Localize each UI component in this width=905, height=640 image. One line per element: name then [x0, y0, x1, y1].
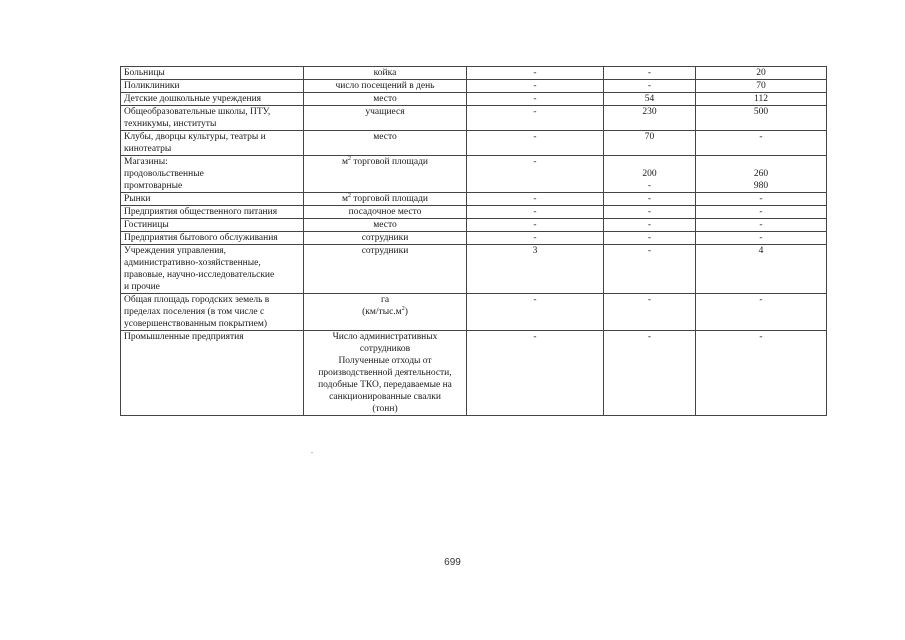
unit-superscript: 2 — [348, 155, 352, 162]
unit-prefix: м — [342, 194, 349, 204]
unit-cell: учащиеся — [304, 106, 467, 131]
table-row — [121, 245, 827, 294]
value-col2: - — [604, 219, 696, 232]
value-col3: - — [696, 219, 827, 232]
facility-name: Детские дошкольные учреждения — [121, 93, 304, 106]
value-col2: 200 - — [604, 156, 696, 193]
value-col3: - — [696, 331, 827, 416]
unit-prefix: (км/тыс.м — [362, 307, 402, 317]
value-col3: - — [696, 232, 827, 245]
unit-cell: место — [304, 93, 467, 106]
value-col1: - — [467, 106, 604, 131]
facility-name: Клубы, дворцы культуры, театры и кинотеатры — [121, 131, 304, 156]
value-col1: - — [467, 67, 604, 80]
value-col2: - — [604, 331, 696, 416]
value-col3: - — [696, 193, 827, 206]
unit-suffix: торговой площади — [351, 157, 428, 167]
facility-name: Предприятия общественного питания — [121, 206, 304, 219]
table-row — [121, 219, 827, 232]
infrastructure-table — [120, 66, 827, 416]
unit-prefix: м — [342, 157, 349, 167]
facility-name: Больницы — [121, 67, 304, 80]
value-col3: 260 980 — [696, 156, 827, 193]
value-col1: - — [467, 93, 604, 106]
unit-suffix: торговой площади — [351, 194, 428, 204]
value-col2: - — [604, 206, 696, 219]
value-col3: 20 — [696, 67, 827, 80]
facility-name: Рынки — [121, 193, 304, 206]
facility-name: Поликлиники — [121, 80, 304, 93]
scan-speck — [311, 452, 313, 453]
value-col3: - — [696, 206, 827, 219]
value-col2: 70 — [604, 131, 696, 156]
table-row — [121, 331, 827, 416]
facility-name: Учреждения управления, административно-хозяйственные, правовые, научно-исследовательские и прочие — [121, 245, 304, 294]
table-row — [121, 131, 827, 156]
unit-line2 — [307, 306, 463, 318]
unit-cell: посадочное место — [304, 206, 467, 219]
value-col2: - — [604, 245, 696, 294]
value-col1: - — [467, 193, 604, 206]
unit-cell: койка — [304, 67, 467, 80]
value-col2: - — [604, 67, 696, 80]
facility-name: Общая площадь городских земель в пределах поселения (в том числе с усовершенствованным покрытием) — [121, 294, 304, 331]
unit-line1: га — [380, 295, 390, 305]
unit-cell: число посещений в день — [304, 80, 467, 93]
table-row — [121, 193, 827, 206]
table-row — [121, 206, 827, 219]
value-col3: 70 — [696, 80, 827, 93]
unit-cell: сотрудники — [304, 232, 467, 245]
value-col2: - — [604, 294, 696, 331]
value-col3: 500 — [696, 106, 827, 131]
table-row — [121, 67, 827, 80]
unit-superscript: 2 — [348, 192, 352, 199]
value-col2: - — [604, 80, 696, 93]
value-col1: - — [467, 131, 604, 156]
value-col3: - — [696, 294, 827, 331]
table-row — [121, 106, 827, 131]
unit-cell: место — [304, 219, 467, 232]
value-col1: 3 — [467, 245, 604, 294]
page-number: 699 — [444, 557, 461, 568]
unit-suffix: ) — [404, 307, 408, 317]
value-col3: 4 — [696, 245, 827, 294]
value-col2: - — [604, 232, 696, 245]
table-row — [121, 93, 827, 106]
value-col3: 112 — [696, 93, 827, 106]
facility-name: Предприятия бытового обслуживания — [121, 232, 304, 245]
unit-cell: место — [304, 131, 467, 156]
value-col1: - — [467, 294, 604, 331]
table-row — [121, 156, 827, 193]
facility-name: Промышленные предприятия — [121, 331, 304, 416]
facility-name: Общеобразовательные школы, ПТУ, техникумы, институты — [121, 106, 304, 131]
value-col1: - — [467, 206, 604, 219]
value-col2: 54 — [604, 93, 696, 106]
table-row — [121, 80, 827, 93]
unit-cell — [304, 156, 467, 193]
value-col2: - — [604, 193, 696, 206]
value-col1: - — [467, 156, 604, 193]
value-col2: 230 — [604, 106, 696, 131]
facility-name: Гостиницы — [121, 219, 304, 232]
unit-superscript: 2 — [401, 305, 405, 312]
unit-cell: сотрудники — [304, 245, 467, 294]
value-col1: - — [467, 80, 604, 93]
table-row — [121, 232, 827, 245]
value-col3: - — [696, 131, 827, 156]
unit-cell — [304, 193, 467, 206]
table-row — [121, 294, 827, 331]
value-col1: - — [467, 331, 604, 416]
value-col1: - — [467, 219, 604, 232]
unit-cell: Число административных сотрудников Полученные отходы от производственной деятельности, подобные ТКО, передаваемые на санкционированные свалки (тонн) — [304, 331, 467, 416]
unit-cell — [304, 294, 467, 331]
facility-name: Магазины: продовольственные промтоварные — [121, 156, 304, 193]
value-col1: - — [467, 232, 604, 245]
